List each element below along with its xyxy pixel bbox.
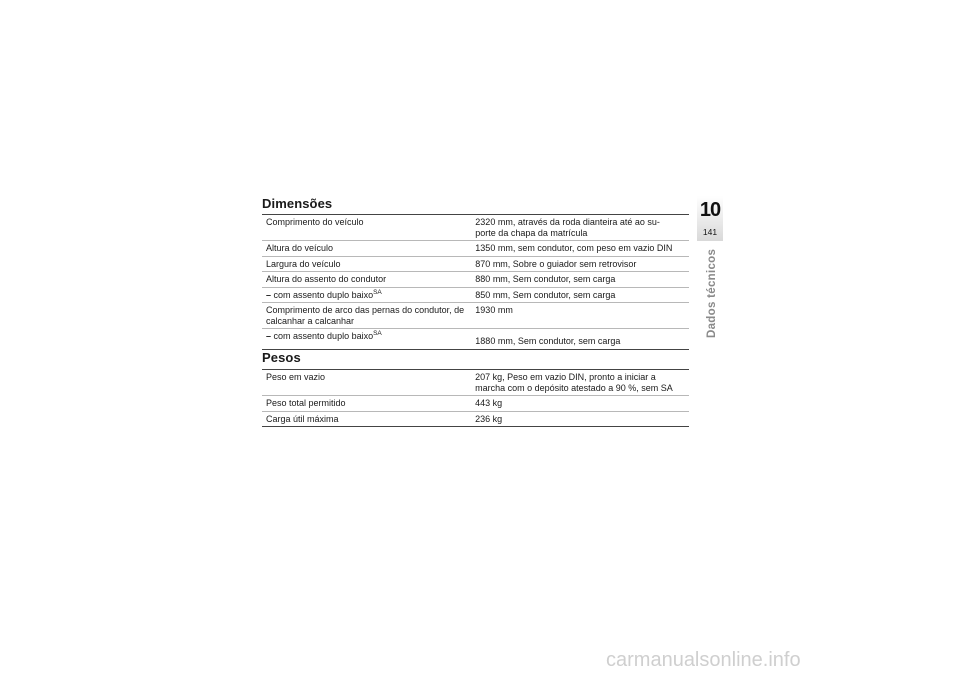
table-row: [262, 396, 689, 412]
row-value: 1880 mm, Sem condutor, sem carga: [475, 336, 621, 346]
row-value: 1350 mm, sem condutor, com peso em vazio DIN: [471, 241, 689, 257]
table-row: [262, 256, 689, 272]
table-row: [262, 370, 689, 396]
row-key: Altura do assento do condutor: [262, 272, 471, 288]
optional-equipment-mark: SA: [373, 288, 382, 296]
row-value: 236 kg: [475, 413, 503, 424]
row-key: Altura do veículo: [262, 241, 471, 257]
table-row: [262, 303, 689, 329]
optional-equipment-mark: SA: [373, 330, 382, 337]
row-key: Carga útil máxima: [266, 413, 339, 424]
weights-table: [262, 369, 689, 427]
row-key: Largura do veículo: [262, 256, 471, 272]
table-row: [262, 329, 689, 350]
row-value: 850 mm, Sem condutor, sem carga: [471, 287, 689, 303]
row-key: Comprimento de arco das pernas do condutor, de calcanhar a calcanhar: [262, 303, 471, 329]
row-key: Comprimento do veículo: [262, 215, 471, 241]
row-key-text: com assento duplo baixo: [273, 289, 374, 300]
row-value: 2320 mm, através da roda dianteira até ao su- porte da chapa da matrícula: [471, 215, 689, 241]
row-value: 443 kg: [471, 396, 689, 412]
dash-bullet: –: [266, 331, 272, 341]
chapter-title-vertical: Dados técnicos: [706, 248, 718, 338]
watermark: carmanualsonline.info: [606, 649, 801, 671]
table-row: [262, 215, 689, 241]
section-title-pesos: Pesos: [262, 350, 301, 365]
row-key-sub: [262, 287, 471, 303]
table-row: [262, 241, 689, 257]
table-row: [262, 272, 689, 288]
row-key-text: com assento duplo baixo: [273, 331, 374, 341]
chapter-number: 10: [699, 199, 721, 221]
section-title-dimensoes: Dimensões: [262, 196, 333, 211]
row-value: 1930 mm: [471, 303, 689, 329]
row-key: Peso total permitido: [262, 396, 471, 412]
dimensions-table: [262, 214, 689, 350]
row-key-sub: [262, 329, 471, 350]
page-number: 141: [702, 227, 718, 237]
row-value: 870 mm, Sobre o guiador sem retrovisor: [471, 256, 689, 272]
table-row: [262, 287, 689, 303]
row-value: 880 mm, Sem condutor, sem carga: [471, 272, 689, 288]
dash-bullet: –: [266, 289, 272, 300]
table-row: [262, 411, 689, 427]
row-key: Peso em vazio: [262, 370, 471, 396]
row-value: 207 kg, Peso em vazio DIN, pronto a iniciar a marcha com o depósito atestado a 90 %, sem SA: [471, 370, 689, 396]
